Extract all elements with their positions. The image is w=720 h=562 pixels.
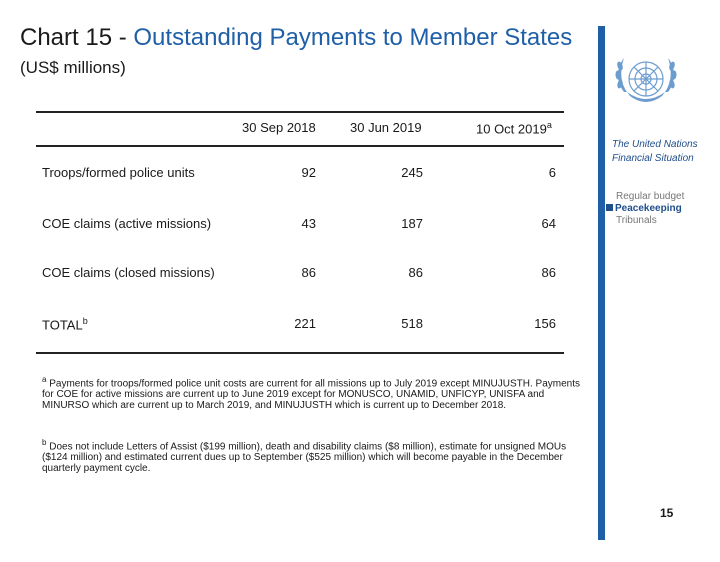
footnote-a (42, 374, 588, 411)
active-bullet-icon (606, 204, 613, 211)
sidebar-item-regular-budget[interactable]: Regular budget (616, 191, 685, 202)
cell-coe-active-jun2019: 187 (401, 216, 423, 231)
cell-total-oct2019: 156 (534, 316, 556, 331)
table-header-rule (36, 145, 564, 147)
page-title (20, 24, 572, 52)
title-prefix: Chart 15 - (20, 24, 134, 51)
row-label-troops: Troops/formed police units (42, 165, 195, 180)
title-main: Outstanding Payments to Member States (133, 24, 573, 51)
row-label-coe-closed: COE claims (closed missions) (42, 265, 215, 280)
cell-total-jun2019: 518 (401, 316, 423, 331)
table-bottom-rule (36, 352, 564, 354)
table-top-rule (36, 111, 564, 113)
cell-coe-active-oct2019: 64 (541, 216, 556, 231)
footnote-b-text: Does not include Letters of Assist ($199 million), death and disability claims ($8 million), estimate for unsigned MOUs ($124 million) and estimated current dues up to September ($525 million) which will become payable in the December quarterly payment cycle. (42, 441, 567, 475)
column-header-jun-2019: 30 Jun 2019 (350, 120, 422, 135)
cell-coe-active-sep2018: 43 (301, 216, 316, 231)
footnote-a-marker: a (42, 375, 47, 384)
column-header-oct-2019-text: 10 Oct 2019 (476, 121, 547, 137)
footnote-marker-a: a (546, 120, 552, 130)
un-emblem-icon (610, 52, 682, 114)
sidebar-item-peacekeeping-label: Peacekeeping (615, 203, 682, 214)
column-header-oct-2019 (476, 120, 552, 136)
footnote-a-text: Payments for troops/formed police unit costs are current for all missions up to July 2019 except MINUJUSTH. Payments for COE for active missions are current up to June 2019 except for MONUSCO, UNAMID, UNFICYP, UNISFA and MINURSO which are current up to March 2019, and MINUJUSTH which is current up to December 2018. (42, 378, 581, 412)
sidebar-title: The United Nations Financial Situation (612, 139, 698, 164)
footnote-marker-b: b (82, 316, 88, 326)
page-subtitle: (US$ millions) (20, 58, 126, 77)
sidebar-item-peacekeeping[interactable] (606, 203, 682, 214)
page-number: 15 (660, 506, 674, 520)
row-label-total (42, 316, 88, 332)
footnote-b (42, 437, 594, 474)
row-label-coe-active: COE claims (active missions) (42, 216, 212, 231)
cell-troops-jun2019: 245 (401, 165, 423, 180)
sidebar-accent-bar (598, 26, 605, 540)
cell-coe-closed-oct2019: 86 (541, 265, 556, 280)
cell-coe-closed-jun2019: 86 (408, 265, 423, 280)
footnote-b-marker: b (42, 438, 47, 447)
cell-troops-sep2018: 92 (301, 165, 316, 180)
sidebar-item-tribunals[interactable]: Tribunals (616, 215, 657, 226)
cell-troops-oct2019: 6 (548, 165, 556, 180)
cell-total-sep2018: 221 (294, 316, 316, 331)
column-header-sep-2018: 30 Sep 2018 (242, 120, 316, 135)
cell-coe-closed-sep2018: 86 (301, 265, 316, 280)
row-label-total-text: TOTAL (42, 317, 83, 333)
